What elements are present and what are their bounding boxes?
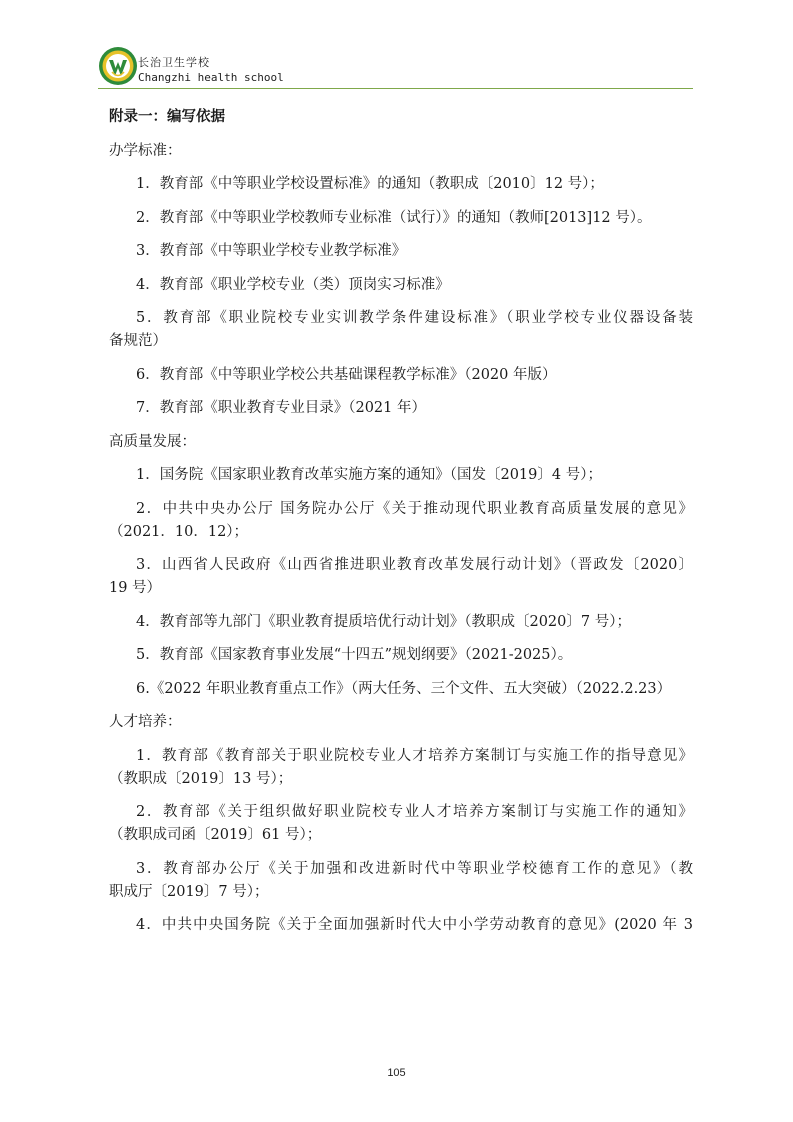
talent-item: 1．教育部《教育部关于职业院校专业人才培养方案制订与实施工作的指导意见》: [136, 747, 693, 764]
school-name-en: Changzhi health school: [138, 71, 284, 84]
standards-item: 2．教育部《中等职业学校教师专业标准（试行）》的通知（教师[2013]12 号）。: [136, 209, 652, 226]
talent-item: 4．中共中央国务院《关于全面加强新时代大中小学劳动教育的意见》(2020 年 3: [136, 917, 693, 933]
quality-item: 3．山西省人民政府《山西省推进职业教育改革发展行动计划》（晋政发〔2020〕: [136, 557, 693, 573]
standards-item: 6．教育部《中等职业学校公共基础课程教学标准》（2020 年版）: [136, 366, 557, 383]
quality-item: 5．教育部《国家教育事业发展“十四五”规划纲要》（2021-2025）。: [136, 647, 573, 663]
quality-item-continued: 19 号）: [109, 580, 162, 596]
section-heading-standards: 办学标准：: [109, 142, 182, 159]
document-body: [109, 106, 693, 948]
standards-item: 7．教育部《职业教育专业目录》（2021 年）: [136, 400, 426, 416]
standards-item: 4．教育部《职业学校专业（类）顶岗实习标准》: [136, 276, 450, 293]
quality-item: 2．中共中央办公厅 国务院办公厅《关于推动现代职业教育高质量发展的意见》: [136, 500, 693, 517]
quality-item-continued: （2021．10．12）；: [109, 523, 249, 540]
page-header: [98, 44, 693, 92]
talent-item-continued: （教职成司函〔2019〕61 号）；: [109, 827, 322, 843]
standards-item: 3．教育部《中等职业学校专业教学标准》: [136, 243, 407, 259]
standards-item: 5．教育部《职业院校专业实训教学条件建设标准》（职业学校专业仪器设备装: [136, 310, 693, 326]
school-name-cn: 长治卫生学校: [138, 56, 210, 69]
quality-item: 4．教育部等九部门《职业教育提质培优行动计划》（教职成〔2020〕7 号）；: [136, 613, 631, 630]
page-number: 105: [387, 1067, 406, 1079]
section-heading-quality: 高质量发展：: [109, 433, 196, 450]
school-logo-icon: [98, 46, 138, 86]
talent-item: 3．教育部办公厅《关于加强和改进新时代中等职业学校德育工作的意见》（教: [136, 860, 693, 877]
section-heading-talent: 人才培养：: [109, 714, 182, 730]
talent-item-continued: （教职成〔2019〕13 号）；: [109, 770, 293, 787]
header-divider: [98, 88, 693, 89]
appendix-title: 附录一：编写依据: [109, 109, 225, 125]
quality-item: 6.《2022 年职业教育重点工作》（两大任务、三个文件、五大突破）（2022.2.23）: [136, 680, 672, 697]
standards-item: 1．教育部《中等职业学校设置标准》的通知（教职成〔2010〕12 号）；: [136, 176, 604, 192]
quality-item: 1．国务院《国家职业教育改革实施方案的通知》（国发〔2019〕4 号）；: [136, 467, 602, 483]
standards-item-continued: 备规范）: [109, 333, 167, 349]
talent-item-continued: 职成厅〔2019〕7 号）；: [109, 883, 269, 900]
talent-item: 2．教育部《关于组织做好职业院校专业人才培养方案制订与实施工作的通知》: [136, 804, 693, 820]
